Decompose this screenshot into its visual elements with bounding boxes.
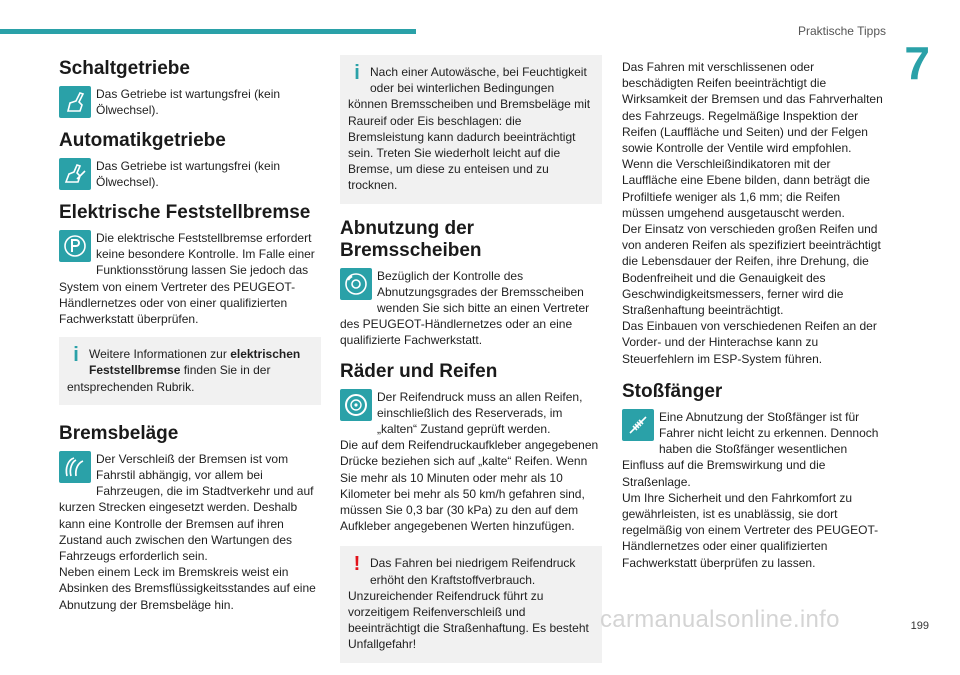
info-icon: i xyxy=(354,62,360,84)
shock-absorber-icon xyxy=(622,409,654,441)
page-number: 199 xyxy=(910,620,929,632)
para-feststellbremse xyxy=(59,230,321,327)
chapter-number: 7 xyxy=(904,37,930,89)
text-reifen-2: Die auf dem Reifendruckaufkleber angegebenen Drücke beziehen sich auf „kalte“ Reifen. Wenn Sie mehr als 10 Minuten oder mehr als 10 Kilometer bei mehr als 50 km/h gefahren sind, müssen Sie 0,3 bar (30 kPa) zu den auf dem Aufkleber angegebenen Werten hinzufügen. xyxy=(340,438,599,534)
text-reifen-3: Das Fahren mit verschlissenen oder beschädigten Reifen beeinträchtigt die Wirksamkeit der Bremsen und das Fahrverhalten des Fahrzeugs. Regelmäßige Inspektion der Reifen (Lauffläche und Seiten) und der Felgen sowie Kontrolle der Ventile wird empfohlen. xyxy=(622,60,883,156)
heading-feststellbremse: Elektrische Feststellbremse xyxy=(59,202,311,223)
para-schaltgetriebe xyxy=(59,86,321,120)
text-stossfaenger-1: Eine Abnutzung der Stoßfänger ist für Fahrer nicht leicht zu erkennen. Dennoch haben die Stoßfänger wesentlichen Einfluss auf die Bremswirkung und die Straßenlage. xyxy=(622,409,879,489)
column-2 xyxy=(340,55,602,675)
warning-note-reifendruck xyxy=(340,546,602,662)
text-reifen-4: Wenn die Verschleißindikatoren mit der Lauffläche eine Ebene bilden, dann beträgt die Profiltiefe weniger als 1,6 mm; die Reifen müssen umgehend ausgetauscht werden. xyxy=(622,157,870,220)
column-3 xyxy=(622,59,884,571)
heading-schaltgetriebe: Schaltgetriebe xyxy=(59,58,190,79)
text-reifen-5: Der Einsatz von verschieden großen Reifen und von anderen Reifen als spezifiziert beeinträchtigt die Lebensdauer der Reifen, ihre Drehung, die Bodenfreiheit und die Genauigkeit des Geschwindigkeitsmessers, ferner wird die Straßenhaftung beeinträchtigt. xyxy=(622,222,881,318)
para-bremsbelaege xyxy=(59,451,321,564)
heading-bremsbelaege: Bremsbeläge xyxy=(59,422,179,444)
gear-auto-icon xyxy=(59,158,91,190)
heading-bremsscheiben: Abnutzung der Bremsscheiben xyxy=(340,217,482,261)
info-icon: i xyxy=(73,344,79,367)
header-accent-bar xyxy=(0,29,416,34)
text-feststellbremse: Die elektrische Feststellbremse erfordert keine besondere Kontrolle. Im Falle einer Funktionsstörung lassen Sie jedoch das System von einem Vertreter des PEUGEOT-Händlernetzes oder von einer qualifizierten Fachwerkstatt überprüfen. xyxy=(59,231,315,327)
text-bremsbelaege-1: Der Verschleiß der Bremsen ist vom Fahrstil abhängig, vor allem bei Fahrzeugen, die im Stadtverkehr und auf kurzen Strecken eingesetzt werden. Deshalb kann eine Kontrolle der Bremsen auf ihren Zustand auch zwischen den Wartungen des Fahrzeugs erforderlich sein. xyxy=(59,451,314,564)
text-automatikgetriebe: Das Getriebe ist wartungsfrei (kein Ölwechsel). xyxy=(96,159,281,190)
note-winter-text: Nach einer Autowäsche, bei Feuchtigkeit oder bei winterlichen Bedingungen können Bremsscheiben und Bremsbeläge mit Raureif oder Eis beschlagen: die Bremsleistung kann dadurch beeinträchtigt sein. Treten Sie wiederholt leicht auf die Bremse, um diese zu enteisen und zu trocknen. xyxy=(348,65,591,193)
heading-raeder-reifen: Räder und Reifen xyxy=(340,360,498,382)
heading-stossfaenger: Stoßfänger xyxy=(622,380,723,402)
para-reifen xyxy=(340,389,602,438)
text-stossfaenger-2: Um Ihre Sicherheit und den Fahrkomfort zu gewährleisten, ist es unablässig, sie dort regelmäßig von einem Vertreter des PEUGEOT-Händlernetzes oder einer qualifizierten Fachwerkstatt überprüfen zu lassen. xyxy=(622,490,879,570)
text-reifen-6: Das Einbauen von verschiedenen Reifen an der Vorder- und der Hinterachse kann zu Steuerfehlern im ESP-System führen. xyxy=(622,319,877,366)
note-text-a: Weitere Informationen zur xyxy=(89,347,231,362)
warning-icon: ! xyxy=(353,553,361,576)
text-bremsbelaege-2: Neben einem Leck im Bremskreis weist ein Absinken des Bremsflüssigkeitsstandes auf eine Abnutzung der Bremsbeläge hin. xyxy=(59,565,316,612)
note-text-c: finden Sie in der entsprechenden Rubrik. xyxy=(67,363,271,394)
text-reifen-1: Der Reifendruck muss an allen Reifen, einschließlich des Reserverads, im „kalten“ Zustand geprüft werden. xyxy=(377,389,583,437)
para-stossfaenger xyxy=(622,409,884,490)
para-bremsscheiben xyxy=(340,268,602,349)
info-note-feststellbremse xyxy=(59,337,321,405)
note-text-bold: elektrischen Feststellbremse xyxy=(89,347,301,378)
text-schaltgetriebe: Das Getriebe ist wartungsfrei (kein Ölwechsel). xyxy=(96,87,281,118)
warn-text-2: Unzureichender Reifendruck führt zu vorzeitigem Reifenverschleiß und beeinträchtigt die Straßenhaftung. Es besteht Unfallgefahr! xyxy=(348,588,589,652)
warn-text-1: Das Fahren bei niedrigem Reifendruck erhöht den Kraftstoffverbrauch. xyxy=(370,556,576,587)
info-note-winter xyxy=(340,55,602,204)
watermark: carmanualsonline.info xyxy=(600,606,840,633)
text-bremsscheiben: Bezüglich der Kontrolle des Abnutzungsgrades der Bremsscheiben wenden Sie sich bitte an einen Vertreter des PEUGEOT-Händlernetzes oder an eine qualifizierte Fachwerkstatt. xyxy=(340,268,590,348)
brake-pads-icon xyxy=(59,451,91,483)
parking-brake-icon xyxy=(59,230,91,262)
column-1 xyxy=(59,52,321,613)
tire-icon xyxy=(340,389,372,421)
heading-automatikgetriebe: Automatikgetriebe xyxy=(59,130,226,151)
gear-shift-icon xyxy=(59,86,91,118)
section-title: Praktische Tipps xyxy=(797,24,886,38)
brake-disc-icon xyxy=(340,268,372,300)
para-automatikgetriebe xyxy=(59,158,321,192)
